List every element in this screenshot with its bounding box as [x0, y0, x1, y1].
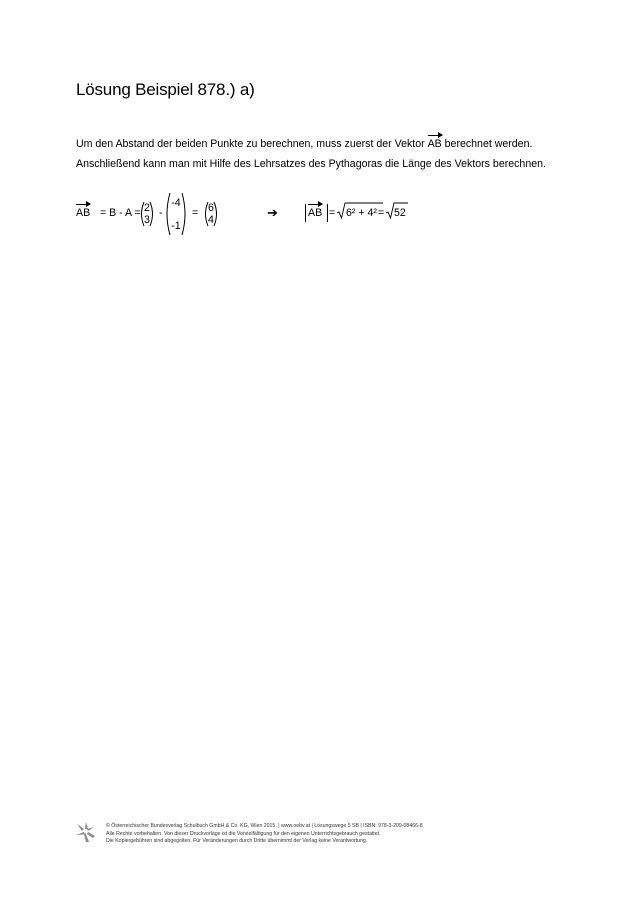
- right-paren-icon: [180, 192, 188, 236]
- vector-a-y: -1: [171, 220, 181, 232]
- vector-b-x: 2: [144, 202, 150, 214]
- result-x: 6: [208, 202, 214, 214]
- right-paren-icon: [212, 201, 220, 227]
- formula-vector-ab: AB: [76, 207, 91, 219]
- column-vector-result: [202, 201, 220, 227]
- formula-equals: =: [192, 207, 199, 219]
- vector-ab-inline: AB: [427, 138, 442, 150]
- footer-line-2: Alle Rechte vorbehalten. Von dieser Druckvorlage ist die Vervielfältigung für den eigenen Unterrichtsgebrauch gestattet.: [106, 830, 381, 837]
- footer-line-1: © Österreichischer Bundesverlag Schulbuch GmbH & Co. KG, Wien 2015. | www.oebv.at | Lösungswege 5 SB | ISBN: 978-3-209-08466-8: [106, 823, 423, 829]
- vector-b-y: 3: [144, 214, 150, 226]
- vector-a-x: -4: [171, 197, 181, 209]
- abs-vector-ab: AB: [308, 207, 323, 219]
- intro-text-end: berechnet werden.: [441, 138, 533, 150]
- second-equals: =: [378, 207, 385, 219]
- formula-minus: -: [159, 207, 163, 219]
- absolute-value: [305, 204, 328, 222]
- column-vector-a: [164, 192, 188, 236]
- copyright-footer: [106, 823, 423, 846]
- final-radicand: 52: [394, 207, 406, 219]
- footer-line-3: Die Kopiergebühren sind abgegolten. Für Veränderungen durch Dritte übernimmt der Verlag keine Verantwortung.: [106, 838, 368, 845]
- column-vector-b: [138, 201, 156, 227]
- radicand-sum: 6² + 4²: [346, 207, 377, 219]
- length-equals: =: [329, 207, 336, 219]
- intro-line-1: [76, 138, 532, 150]
- implies-arrow-icon: ➔: [267, 205, 278, 220]
- right-paren-icon: [148, 201, 156, 227]
- intro-line-2: Anschließend kann man mit Hilfe des Lehrsatzes des Pythagoras die Länge des Vektors berechnen.: [76, 158, 546, 170]
- intro-text-start: Um den Abstand der beiden Punkte zu berechnen, muss zuerst der Vektor: [76, 138, 428, 150]
- publisher-logo-icon: [74, 820, 98, 844]
- result-y: 4: [208, 214, 214, 226]
- page-title: Lösung Beispiel 878.) a): [76, 80, 255, 99]
- formula-difference: = B - A =: [100, 207, 141, 219]
